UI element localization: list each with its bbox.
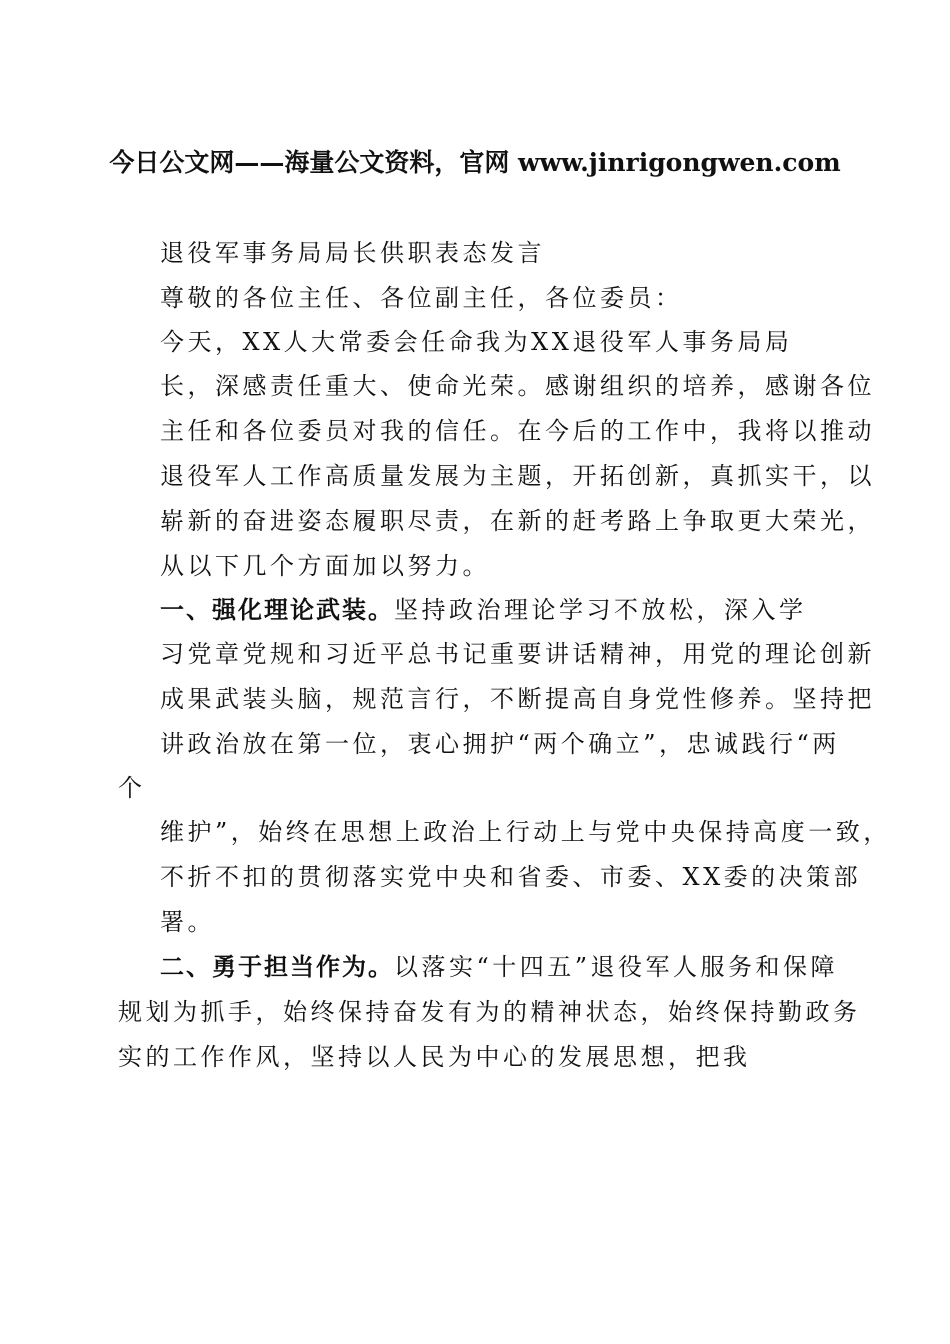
- section-1-line: 讲政治放在第一位，衷心拥护“两个确立”，忠诚践行“两: [160, 730, 840, 758]
- section-2-line: 规划为抓手，始终保持奋发有为的精神状态，始终保持勤政务: [118, 998, 861, 1026]
- section-1-line: 维护”，始终在思想上政治上行动上与党中央保持高度一致，: [160, 818, 891, 846]
- paragraph-line: 崭新的奋进姿态履职尽责，在新的赶考路上争取更大荣光，: [160, 507, 875, 535]
- section-1-line: 成果武装头脑，规范言行，不断提高自身党性修养。坚持把: [160, 685, 875, 713]
- paragraph-line: 今天，XX人大常委会任命我为XX退役军人事务局局: [160, 328, 793, 356]
- paragraph-line: 退役军人工作高质量发展为主题，开拓创新，真抓实干，以: [160, 462, 875, 490]
- section-2-line: 实的工作作风，坚持以人民为中心的发展思想，把我: [118, 1043, 751, 1071]
- salutation: 尊敬的各位主任、各位副主任，各位委员：: [160, 284, 683, 312]
- section-1-line: 坚持政治理论学习不放松，深入学: [394, 596, 807, 624]
- section-2-line: 以落实“十四五”退役军人服务和保障: [394, 953, 839, 981]
- paragraph-line: 长，深感责任重大、使命光荣。感谢组织的培养，感谢各位: [160, 372, 875, 400]
- section-1-line: 不折不扣的贯彻落实党中央和省委、市委、XX委的决策部: [160, 863, 862, 891]
- section-2-first-line: [160, 950, 838, 984]
- section-1-heading: 一、强化理论武装。: [160, 596, 394, 624]
- section-1-line: 署。: [160, 908, 215, 936]
- paragraph-line: 从以下几个方面加以努力。: [160, 552, 490, 580]
- section-2-heading: 二、勇于担当作为。: [160, 953, 394, 981]
- document-title: 退役军事务局局长供职表态发言: [160, 239, 545, 267]
- section-1-line: 习党章党规和习近平总书记重要讲话精神，用党的理论创新: [160, 640, 875, 668]
- section-1-line: 个: [118, 774, 146, 802]
- paragraph-line: 主任和各位委员对我的信任。在今后的工作中，我将以推动: [160, 417, 875, 445]
- site-header: 今日公文网——海量公文资料，官网 www.jinrigongwen.com: [109, 148, 841, 177]
- section-1-first-line: [160, 593, 807, 627]
